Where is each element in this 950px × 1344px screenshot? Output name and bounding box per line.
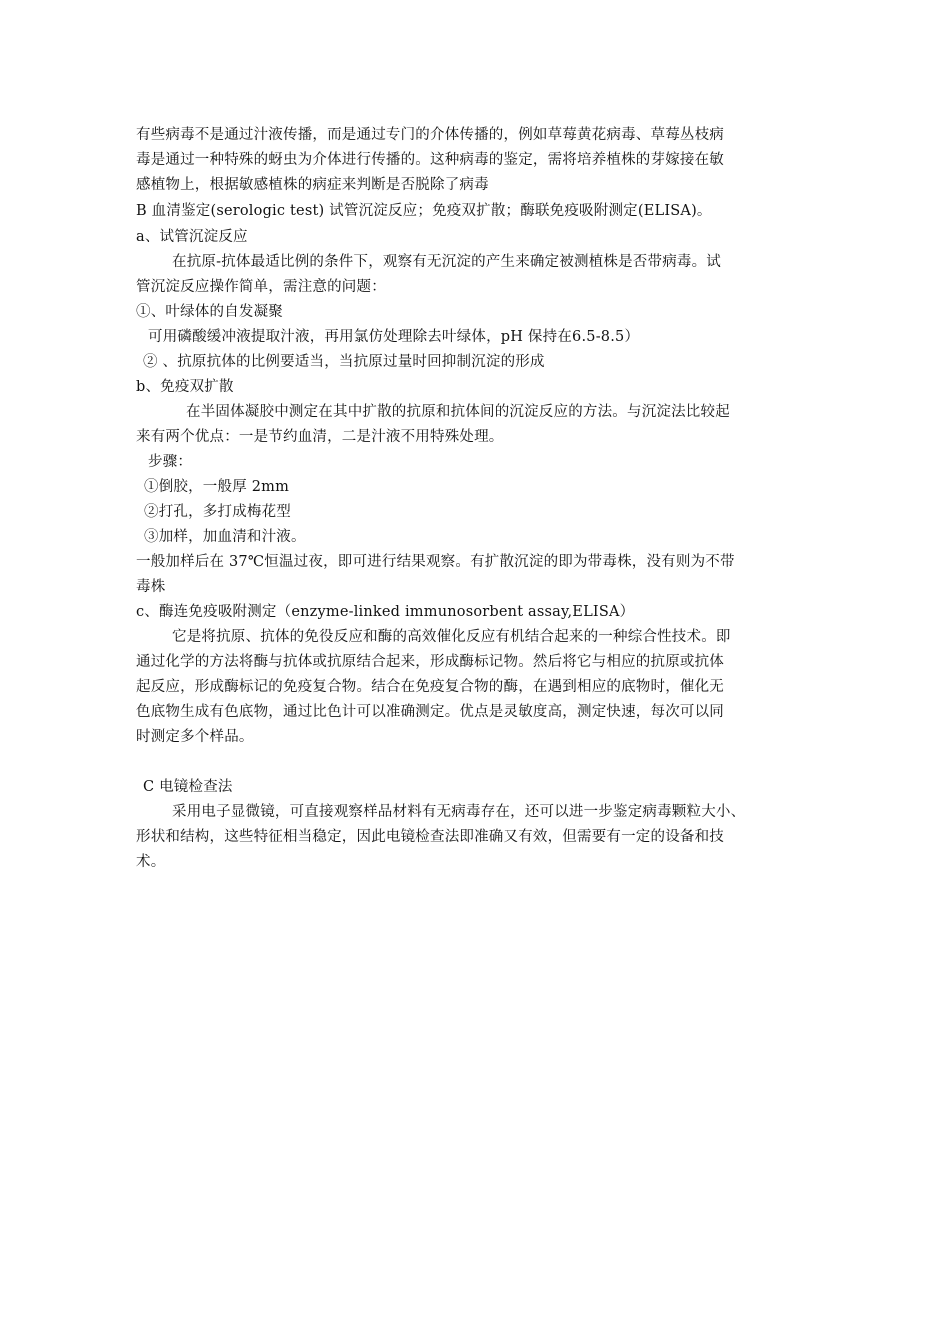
paragraph-line: 来有两个优点：一是节约血清，二是汁液不用特殊处理。 [136, 429, 504, 445]
paragraph-line: 在半固体凝胶中测定在其中扩散的抗原和抗体间的沉淀反应的方法。与沉淀法比较起 [186, 404, 730, 420]
list-item: ①倒胶，一般厚 2mm [144, 479, 290, 495]
paragraph-line: 色底物生成有色底物，通过比色计可以准确测定。优点是灵敏度高，测定快速，每次可以同 [136, 704, 724, 720]
paragraph-line: 采用电子显微镜，可直接观察样品材料有无病毒存在，还可以进一步鉴定病毒颗粒大小、 [172, 804, 746, 820]
paragraph-line: 可用磷酸缓冲液提取汁液，再用氯仿处理除去叶绿体，pH 保持在6.5-8.5） [148, 329, 640, 345]
steps-label: 步骤： [148, 454, 193, 470]
paragraph-line: 形状和结构，这些特征相当稳定，因此电镜检查法即准确又有效，但需要有一定的设备和技 [136, 829, 724, 845]
list-item: ③加样，加血清和汁液。 [144, 529, 306, 545]
paragraph-line: 术。 [136, 854, 166, 870]
paragraph-line: 管沉淀反应操作简单，需注意的问题： [136, 279, 386, 295]
paragraph-line: 毒是通过一种特殊的蚜虫为介体进行传播的。这种病毒的鉴定，需将培养植株的芽嫁接在敏 [136, 152, 724, 168]
list-item: ②打孔，多打成梅花型 [144, 504, 291, 520]
paragraph-line: 一般加样后在 37℃恒温过夜，即可进行结果观察。有扩散沉淀的即为带毒株，没有则为不带 [136, 554, 735, 570]
paragraph-line: 起反应，形成酶标记的免疫复合物。结合在免疫复合物的酶，在遇到相应的底物时，催化无 [136, 679, 724, 695]
list-item: ② 、抗原抗体的比例要适当，当抗原过量时回抑制沉淀的形成 [143, 354, 545, 370]
paragraph-line: 时测定多个样品。 [136, 729, 254, 745]
list-item: ①、叶绿体的自发凝聚 [136, 304, 283, 320]
subsection-heading: a、试管沉淀反应 [136, 229, 248, 245]
section-heading: C 电镜检查法 [143, 779, 233, 795]
paragraph-line: 有些病毒不是通过汁液传播，而是通过专门的介体传播的，例如草莓黄花病毒、草莓丛枝病 [136, 127, 724, 143]
paragraph-line: 毒株 [136, 579, 166, 595]
paragraph-line: 通过化学的方法将酶与抗体或抗原结合起来，形成酶标记物。然后将它与相应的抗原或抗体 [136, 654, 724, 670]
section-heading: B 血清鉴定(serologic test) 试管沉淀反应；免疫双扩散；酶联免疫吸附测定(ELISA)。 [136, 203, 712, 219]
subsection-heading: b、免疫双扩散 [136, 379, 234, 395]
paragraph-line: 它是将抗原、抗体的免役反应和酶的高效催化反应有机结合起来的一种综合性技术。即 [172, 629, 731, 645]
paragraph-line: 在抗原-抗体最适比例的条件下，观察有无沉淀的产生来确定被测植株是否带病毒。试 [172, 254, 721, 270]
paragraph-line: 感植物上，根据敏感植株的病症来判断是否脱除了病毒 [136, 177, 489, 193]
subsection-heading: c、酶连免疫吸附测定（enzyme-linked immunosorbent assay,ELISA） [136, 604, 635, 620]
